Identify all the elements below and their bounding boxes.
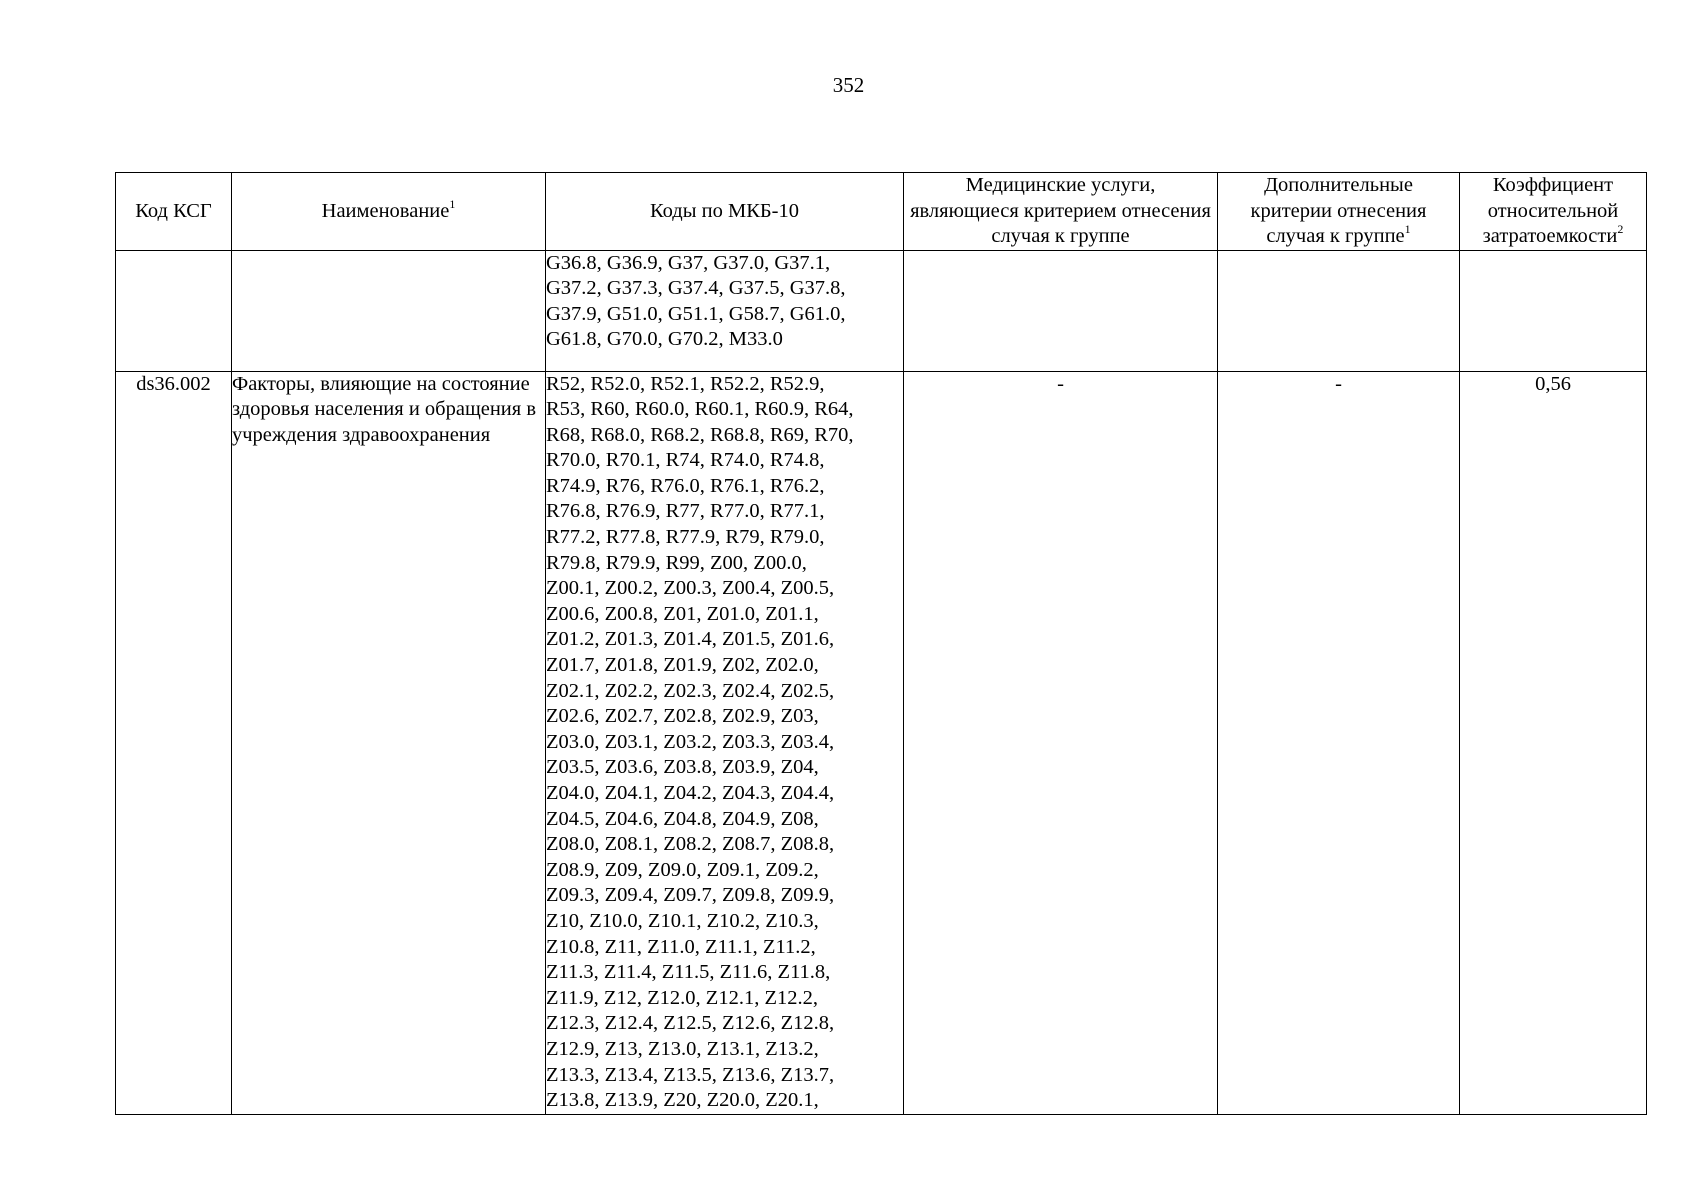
table-row [116, 371, 1647, 1114]
header-medical-services: Медицинские услуги, являющиеся критерием отнесения случая к группе [904, 173, 1218, 251]
ksg-code-cell [116, 250, 232, 371]
footnote-mark: 1 [1404, 222, 1411, 237]
footnote-mark: 1 [449, 196, 456, 211]
services-cell: - [904, 371, 1218, 1114]
coefficient-cell [1460, 250, 1647, 371]
services-cell [904, 250, 1218, 371]
coefficient-cell: 0,56 [1460, 371, 1647, 1114]
name-cell: Факторы, влияющие на состояние здоровья населения и обращения в учреждения здравоохранения [232, 371, 546, 1114]
extra-criteria-cell [1218, 250, 1460, 371]
ksg-code-cell: ds36.002 [116, 371, 232, 1114]
ksg-table [115, 172, 1647, 1115]
name-cell [232, 250, 546, 371]
header-coefficient: Коэффициент относительной затратоемкости$^2$ [1460, 173, 1647, 251]
header-ksg-code: Код КСГ [116, 173, 232, 251]
header-extra-criteria: Дополнительные критерии отнесения случая к группе$^1$ [1218, 173, 1460, 251]
header-icd-codes: Коды по МКБ-10 [546, 173, 904, 251]
icd-codes-cell: G36.8, G36.9, G37, G37.0, G37.1, G37.2, G37.3, G37.4, G37.5, G37.8, G37.9, G51.0, G51.1, G58.7, G61.0, G61.8, G70.0, G70.2, M33.0 [546, 250, 904, 371]
footnote-mark: 2 [1617, 222, 1624, 237]
header-name: Наименование$^1$ [232, 173, 546, 251]
table-row [116, 250, 1647, 371]
icd-codes-cell: R52, R52.0, R52.1, R52.2, R52.9, R53, R60, R60.0, R60.1, R60.9, R64, R68, R68.0, R68.2, R68.8, R69, R70, R70.0, R70.1, R74, R74.0, R74.8, R74.9, R76, R76.0, R76.1, R76.2, R76.8, R76.9, R77, R77.0, R77.1, R77.2, R77.8, R77.9, R79, R79.0, R79.8, R79.9, R99, Z00, Z00.0, Z00.1, Z00.2, Z00.3, Z00.4, Z00.5, Z00.6, Z00.8, Z01, Z01.0, Z01.1, Z01.2, Z01.3, Z01.4, Z01.5, Z01.6, Z01.7, Z01.8, Z01.9, Z02, Z02.0, Z02.1, Z02.2, Z02.3, Z02.4, Z02.5, Z02.6, Z02.7, Z02.8, Z02.9, Z03, Z03.0, Z03.1, Z03.2, Z03.3, Z03.4, Z03.5, Z03.6, Z03.8, Z03.9, Z04, Z04.0, Z04.1, Z04.2, Z04.3, Z04.4, Z04.5, Z04.6, Z04.8, Z04.9, Z08, Z08.0, Z08.1, Z08.2, Z08.7, Z08.8, Z08.9, Z09, Z09.0, Z09.1, Z09.2, Z09.3, Z09.4, Z09.7, Z09.8, Z09.9, Z10, Z10.0, Z10.1, Z10.2, Z10.3, Z10.8, Z11, Z11.0, Z11.1, Z11.2, Z11.3, Z11.4, Z11.5, Z11.6, Z11.8, Z11.9, Z12, Z12.0, Z12.1, Z12.2, Z12.3, Z12.4, Z12.5, Z12.6, Z12.8, Z12.9, Z13, Z13.0, Z13.1, Z13.2, Z13.3, Z13.4, Z13.5, Z13.6, Z13.7, Z13.8, Z13.9, Z20, Z20.0, Z20.1, [546, 371, 904, 1114]
page-number: 352 [832, 73, 865, 97]
table-header-row [116, 173, 1647, 251]
extra-criteria-cell: - [1218, 371, 1460, 1114]
